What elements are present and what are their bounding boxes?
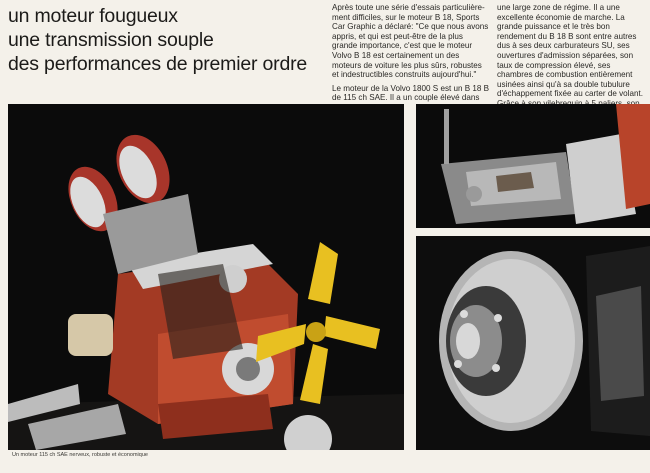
headline [8,4,326,76]
headline-line-2: une transmission souple [8,29,214,51]
engine-photo [8,104,404,450]
engine-illustration [8,104,404,450]
transmission-illustration [416,104,650,228]
text-column-1 [332,3,490,107]
brake-photo [416,236,650,450]
photo-caption: Un moteur 115 ch SAE nerveux, robuste et économique [12,452,148,458]
column2-paragraph-1: une large zone de régime. Il a une excellente économie de marche. La grande puissance et le très bon rendement du B 18 B sont entre autres dus à ses deux carburateurs SU, ses ouvertures d'admission séparées, son taux de compression élevé, ses chambres de combustion entièrement usinées ainsi qu'à sa double tubulure d'échappement fixée au carter de volant. [497,3,643,99]
brake-illustration [416,236,650,450]
column1-paragraph-2: Le moteur de la Volvo 1800 S est un B 18 B de 115 ch SAE. Il a un couple élevé dans [332,83,490,103]
headline-line-3: des performances de premier ordre [8,53,308,75]
column1-paragraph-1: Après toute une série d'essais particulière-ment difficiles, sur le moteur B 18, Sports Car Graphic a déclaré: "Ce que nous avons appris, et qui est peut-être de la plus grande importance, c'est que le moteur Volvo B 18 est certainement un des moteurs de voiture les plus sûrs, robustes et indestructibles construits aujourd'hui." [332,3,489,80]
transmission-photo [416,104,650,228]
headline-line-1: un moteur fougueux [8,5,178,27]
